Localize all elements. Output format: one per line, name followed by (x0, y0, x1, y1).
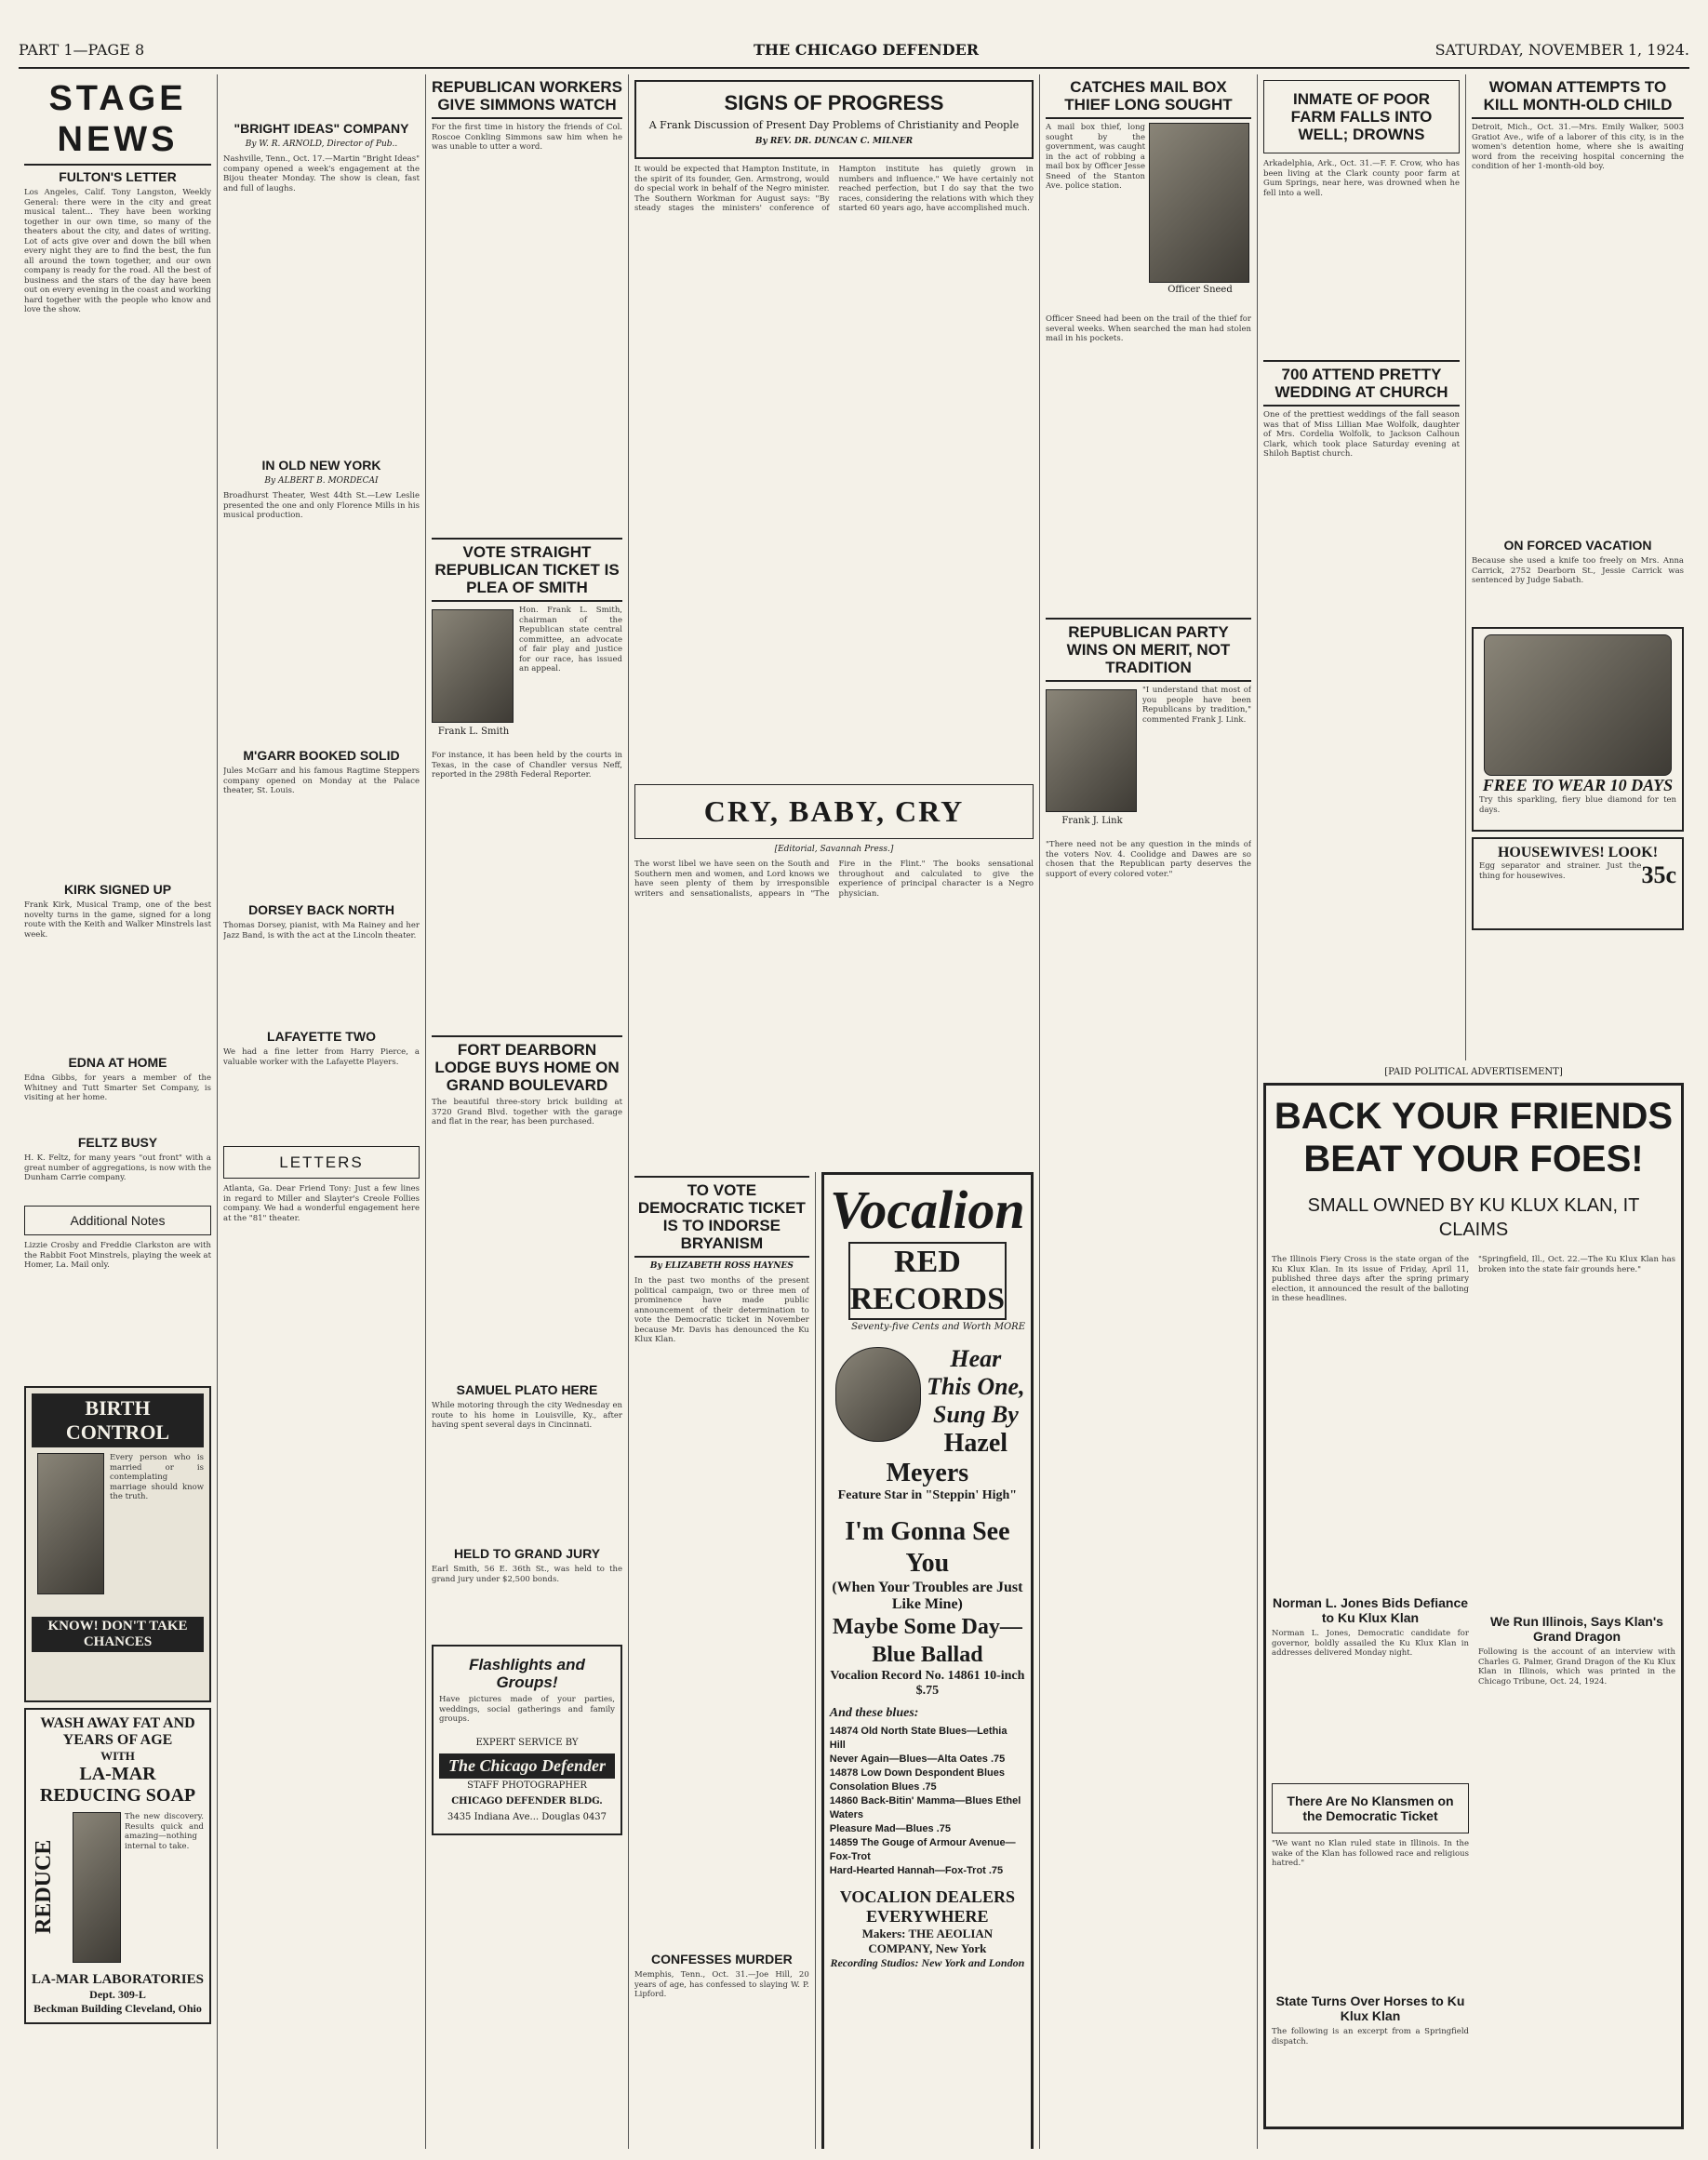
photo-hazel-meyers (835, 1347, 921, 1442)
ad-brand: LA-MAR REDUCING SOAP (39, 1764, 196, 1806)
photo-frank-link (1046, 689, 1137, 812)
article-body: Broadhurst Theater, West 44th St.—Lew Leslie presented the one and only Florence Mills in his musical production. (223, 491, 420, 520)
article-body: Frank Kirk, Musical Tramp, one of the best novelty turns in the game, signed for a long route with the Keith and Walker Minstrels last week. (24, 900, 211, 940)
headline-feltz: FELTZ BUSY (77, 1135, 158, 1150)
klansmen-box (1272, 1783, 1469, 1833)
caption: Frank L. Smith (437, 727, 510, 737)
ad-subhead: We Run Illinois, Says Klan's Grand Dragon (1490, 1614, 1663, 1644)
article-body: "There need not be any question in the minds of the voters Nov. 4. Coolidge and Dawes are so chosen that the Republican party deserves the support of every colored voter." (1046, 840, 1251, 879)
list-item: 14859 The Gouge of Armour Avenue—Fox-Trot (829, 1837, 1016, 1862)
ring-ad (1472, 627, 1684, 832)
column-3 (426, 74, 629, 2149)
ad-body: Following is the account of an interview with Charles G. Palmer, Grand Dragon of the Ku Klux Klan in Illinois, which was printed in the Chicago Tribune, Oct. 24, 1924. (1478, 1647, 1675, 1687)
ad-with: WITH (100, 1749, 135, 1763)
headline-vote-democratic: TO VOTE DEMOCRATIC TICKET IS TO INDORSE BRYANISM (634, 1176, 809, 1258)
ad-headline: Flashlights and Groups! (469, 1656, 585, 1691)
signs-of-progress-header (634, 80, 1034, 159)
column-stage-news (19, 74, 218, 2149)
article-body: It would be expected that Hampton Institute, in the spirit of its founder, Gen. Armstrong, would do special work in behalf of the Negro minister. The Southern Workman for August says: "By steady stages the ministers' conference of Hampton institute has quietly grown in numbers and influence." We have certainly not reached perfection, but I do say that the two races, considering the relations with which they started 60 years ago, have accomplished much. (634, 165, 1034, 213)
ad-company: LA-MAR LABORATORIES (32, 1972, 204, 1987)
subheadline: A Frank Discussion of Present Day Problems of Christianity and People (648, 119, 1020, 131)
red-records: RED RECORDS (848, 1242, 1007, 1320)
ad-address: 3435 Indiana Ave... Douglas 0437 (447, 1812, 607, 1822)
headline-old-new-york: IN OLD NEW YORK (261, 458, 381, 473)
headline-lafayette: LAFAYETTE TWO (267, 1029, 376, 1044)
ad-banner: KNOW! DON'T TAKE CHANCES (32, 1617, 204, 1652)
ad-price: Seventy-five Cents and Worth MORE (851, 1322, 1025, 1332)
subheadline: [Editorial, Savannah Press.] (774, 845, 894, 854)
page-header (19, 37, 1689, 65)
ad-staff: STAFF PHOTOGRAPHER (467, 1780, 587, 1791)
headline-mgarr: M'GARR BOOKED SOLID (243, 748, 400, 763)
ad-body: "We want no Klan ruled state in Illinois. In the wake of the Klan has followed race and religious hatred." (1272, 1839, 1469, 1868)
ad-text: Try this sparkling, fiery blue diamond for ten days. (1479, 795, 1676, 815)
letters-body: Atlanta, Ga. Dear Friend Tony: Just a few lines in regard to Miller and Slayter's Creole Follies company. We had a wonderful engagement here at the "81" theater. (223, 1184, 420, 1223)
cry-baby-cry-header (634, 784, 1034, 839)
column-2 (218, 74, 426, 2149)
ad-body: The Illinois Fiery Cross is the state organ of the Ku Klux Klan. In its issue of Friday, April 11, published three days after the spring primary election, it announced the result of the balloting in these headlines. (1272, 1255, 1469, 1303)
page-number: PART 1—PAGE 8 (19, 41, 145, 59)
ad-free: FREE TO WEAR 10 DAYS (1482, 776, 1674, 794)
ad-body: The following is an excerpt from a Springfield dispatch. (1272, 2027, 1469, 2047)
headline-kirk: KIRK SIGNED UP (63, 882, 172, 897)
birth-control-ad (24, 1386, 211, 1702)
inmate-header (1263, 80, 1460, 153)
headline-signs: SIGNS OF PROGRESS (724, 91, 944, 114)
list-item: 14874 Old North State Blues—Lethia Hill (829, 1726, 1007, 1751)
photo-frank-smith (432, 609, 514, 723)
ad-makers: Makers: THE AEOLIAN COMPANY, New York (861, 1927, 994, 1955)
byline: By W. R. ARNOLD, Director of Pub.. (245, 140, 398, 149)
article-body: Jules McGarr and his famous Ragtime Steppers company opened on Monday at the Palace theater, St. Louis. (223, 767, 420, 795)
article-body: Memphis, Tenn., Oct. 31.—Joe Hill, 20 years of age, has confessed to slaying W. P. Lipford. (634, 1970, 809, 1999)
byline: By ALBERT B. MORDECAI (264, 476, 379, 486)
paid-notice: [PAID POLITICAL ADVERTISEMENT] (1384, 1067, 1563, 1077)
headline-fort-dearborn: FORT DEARBORN LODGE BUYS HOME ON GRAND BOULEVARD (432, 1035, 622, 1094)
list-item: Pleasure Mad—Blues .75 (829, 1823, 951, 1834)
article-body: For the first time in history the friends of Col. Roscoe Conkling Simmons saw him when he was unable to utter a word. (432, 123, 622, 152)
article-body: "I understand that most of you people have been Republicans by tradition," commented Frank J. Link. (1142, 686, 1251, 725)
headline-republican-workers: REPUBLICAN WORKERS GIVE SIMMONS WATCH (432, 78, 622, 119)
list-item: 14878 Low Down Despondent Blues (829, 1767, 1006, 1779)
ad-illustration (73, 1812, 121, 1963)
article-body: Detroit, Mich., Oct. 31.—Mrs. Emily Walker, 5003 Gratiot Ave., wife of a laborer of this city, is in the women's detention home, where she is awaiting word from the receiving hospital concerning the condition of her 1-month-old boy. (1472, 123, 1684, 171)
article-body: The beautiful three-story brick building at 3720 Grand Blvd. together with the garage and flat in the rear, has been purchased. (432, 1098, 622, 1127)
ad-illustration (37, 1453, 104, 1594)
headline-vacation: ON FORCED VACATION (1503, 538, 1652, 553)
section-title: STAGE NEWS (24, 78, 211, 166)
political-ad-box (1263, 1083, 1684, 2129)
ad-text: Have pictures made of your parties, weddings, social gatherings and family groups. (439, 1695, 615, 1724)
ad-reduce: REDUCE (32, 1839, 56, 1934)
ad-dealers: VOCALION DEALERS EVERYWHERE (839, 1887, 1015, 1926)
political-ad (1258, 1065, 1689, 2149)
article-body: Edna Gibbs, for years a member of the Whitney and Tutt Smarter Set Company, is visiting at her home. (24, 1073, 211, 1102)
article-body: Earl Smith, 56 E. 36th St., was held to the grand jury under $2,500 bonds. (432, 1565, 622, 1584)
headline-woman: WOMAN ATTEMPTS TO KILL MONTH-OLD CHILD (1472, 78, 1684, 119)
ad-building: CHICAGO DEFENDER BLDG. (451, 1796, 603, 1807)
ad-price: 35c (1641, 861, 1676, 888)
ad-text: Every person who is married or is contemplating marriage should know the truth. (110, 1453, 204, 1501)
photographer-ad (432, 1645, 622, 1835)
ad-headline: WASH AWAY FAT AND YEARS OF AGE (40, 1715, 195, 1748)
list-item: Never Again—Blues—Alta Oates .75 (829, 1753, 1006, 1765)
article-body: Because she used a knife too freely on Mrs. Anna Carrick, 2752 Dearborn St., Jessie Carrick was sentenced by Judge Sabath. (1472, 556, 1684, 585)
ad-these: And these blues: (829, 1706, 919, 1720)
ad-expert: EXPERT SERVICE BY (475, 1738, 579, 1748)
list-item: Hard-Hearted Hannah—Fox-Trot .75 (829, 1865, 1004, 1876)
article-body: Officer Sneed had been on the trail of the thief for several weeks. When searched the man had stolen mail in his pockets. (1046, 314, 1251, 343)
vocalion-logo: Vocalion (830, 1180, 1025, 1240)
article-body: Nashville, Tenn., Oct. 17.—Martin "Bright Ideas" company opened a week's engagement at the Bijou theater Monday. The show is clean, fast and full of laughs. (223, 154, 420, 193)
ad-maybe: Maybe Some Day—Blue Ballad (832, 1615, 1022, 1667)
caption: Officer Sneed (1168, 285, 1233, 295)
column-center (629, 74, 1040, 2149)
ad-subhead: State Turns Over Horses to Ku Klux Klan (1275, 1993, 1465, 2023)
housewives-ad (1472, 837, 1684, 930)
article-body: H. K. Feltz, for many years "out front" with a great number of aggregations, is now with the Dunham Carrie company. (24, 1153, 211, 1182)
headline-cry: CRY, BABY, CRY (703, 794, 965, 828)
byline: By REV. DR. DUNCAN C. MILNER (754, 137, 914, 146)
caption: Frank J. Link (1061, 816, 1123, 826)
lamar-soap-ad (24, 1708, 211, 2024)
headline-wedding: 700 ATTEND PRETTY WEDDING AT CHURCH (1263, 360, 1460, 407)
ad-subhead: Norman L. Jones Bids Defiance to Ku Klux Klan (1272, 1595, 1469, 1625)
article-body: For instance, it has been held by the courts in Texas, in the case of Chandler versus Neff, reported in the 298th Federal Reporter. (432, 751, 622, 780)
defender-logo: The Chicago Defender (439, 1753, 615, 1779)
headline-plato: SAMUEL PLATO HERE (456, 1382, 598, 1397)
letters-box (223, 1146, 420, 1179)
vocalion-ad (821, 1172, 1034, 2149)
list-item: Consolation Blues .75 (829, 1781, 937, 1793)
article-body: Thomas Dorsey, pianist, with Ma Rainey and her Jazz Band, is with the act at the Lincoln theater. (223, 921, 420, 940)
headline-dorsey: DORSEY BACK NORTH (248, 902, 394, 917)
headline-confesses: CONFESSES MURDER (651, 1952, 793, 1967)
ad-headline: BIRTH CONTROL (32, 1393, 204, 1447)
header-rule (19, 67, 1689, 69)
ad-headline: HOUSEWIVES! LOOK! (1497, 845, 1659, 860)
ad-studios: Recording Studios: New York and London (830, 1956, 1025, 1969)
ad-body: "Springfield, Ill., Oct. 22.—The Ku Klux Klan has broken into the state fair grounds here." (1478, 1255, 1675, 1274)
article-body: A mail box thief, long sought by the government, was caught in the act of robbing a mail box by Officer Jesse Sneed of the Stanton Ave. police station. (1046, 123, 1145, 191)
column-6 (1040, 74, 1258, 2149)
headline-inmate: INMATE OF POOR FARM FALLS INTO WELL; DROWNS (1290, 90, 1433, 143)
headline-grand-jury: HELD TO GRAND JURY (453, 1546, 601, 1561)
ad-subtitle: SMALL OWNED BY KU KLUX KLAN, IT CLAIMS (1307, 1195, 1640, 1240)
ad-hear: Hear This One, Sung By (927, 1345, 1025, 1428)
headline-edna: EDNA AT HOME (68, 1055, 167, 1070)
article-body: We had a fine letter from Harry Pierce, a valuable worker with the Lafayette Players. (223, 1047, 420, 1067)
headline-mailbox: CATCHES MAIL BOX THIEF LONG SOUGHT (1046, 78, 1251, 119)
ring-illustration (1484, 634, 1672, 776)
article-body: One of the prettiest weddings of the fall season was that of Miss Lillian Mae Wolfolk, daughter of Mrs. Cordelia Wolfolk, to Jackson Calhoun Clark, which took place Saturday evening at Shiloh Baptist church. (1263, 410, 1460, 459)
headline-republican-wins: REPUBLICAN PARTY WINS ON MERIT, NOT TRADITION (1046, 618, 1251, 682)
issue-date: SATURDAY, NOVEMBER 1, 1924. (1434, 41, 1689, 59)
additional-notes (24, 1206, 211, 1235)
ad-song-sub: (When Your Troubles are Just Like Mine) (832, 1580, 1023, 1612)
ad-hazel: Hazel Meyers (886, 1429, 1008, 1487)
column-8 (1466, 74, 1689, 1060)
ad-address: Beckman Building Cleveland, Ohio (33, 2002, 202, 2015)
headline-letters: LETTERS (279, 1153, 364, 1171)
article-body: Los Angeles, Calif. Tony Langston, Weekly General: there were in the city and great musical talent... They have been working together in our own time, so many of the theaters about the city, and dates of writing. Lot of acts give over and down the bill when every night they are to find the best, the fun all around the town together, and our own company is ready for the road. All the best of business and the stars of the day have been out on every evening in the coast and working hard together with the people who know and love the show. (24, 188, 211, 314)
ad-text: Egg separator and strainer. Just the thing for housewives. (1479, 861, 1642, 881)
ad-title: BACK YOUR FRIENDS BEAT YOUR FOES! (1274, 1096, 1674, 1180)
headline-vote-straight: VOTE STRAIGHT REPUBLICAN TICKET IS PLEA OF SMITH (432, 538, 622, 602)
article-body: While motoring through the city Wednesday en route to his home in Louisville, Ky., after having spent several days in Cincinnati. (432, 1401, 622, 1430)
photo-officer-sneed (1149, 123, 1249, 283)
article-body: In the past two months of the present political campaign, two or three men of prominence have made public announcement of their determination to vote the Democratic ticket in November because Mr. Davis has denounced the Ku Klux Klan. (634, 1276, 809, 1344)
headline-fulton: FULTON'S LETTER (59, 169, 177, 184)
list-item: 14860 Back-Bitin' Mamma—Blues Ethel Waters (829, 1795, 1021, 1820)
masthead: THE CHICAGO DEFENDER (754, 41, 980, 59)
column-7 (1258, 74, 1466, 1060)
ad-feature: Feature Star in "Steppin' High" (837, 1488, 1018, 1502)
article-body: Lizzie Crosby and Freddie Clarkston are with the Rabbit Foot Minstrels, playing the week at Homer, La. Mail only. (24, 1241, 211, 1270)
headline-notes: Additional Notes (70, 1213, 166, 1228)
ad-dept: Dept. 309-L (89, 1988, 146, 2001)
ad-record: Vocalion Record No. 14861 10-inch $.75 (830, 1669, 1025, 1698)
article-body: The worst libel we have seen on the South and Southern men and women, and Lord knows we have seen plenty of them by irresponsible writers and sensationalists, appears in "The Fire in the Flint." The books sensational throughout and calculated to give the experience of principal character is a Negro physician. (634, 860, 1034, 899)
article-body: Hon. Frank L. Smith, chairman of the Republican state central committee, an advocate of fair play and justice for our race, has issued an appeal. (519, 606, 622, 673)
byline: By ELIZABETH ROSS HAYNES (649, 1261, 794, 1271)
ad-song: I'm Gonna See You (845, 1517, 1010, 1578)
ad-record-list (830, 1725, 1025, 1878)
ad-body: Norman L. Jones, Democratic candidate for governor, boldly assailed the Ku Klux Klan in addresses delivered Monday night. (1272, 1629, 1469, 1658)
ad-text: The new discovery. Results quick and amazing—nothing internal to take. (125, 1812, 204, 1851)
ad-subhead: There Are No Klansmen on the Democratic Ticket (1287, 1793, 1454, 1823)
headline-bright-ideas: "BRIGHT IDEAS" COMPANY (234, 121, 409, 136)
article-body: Arkadelphia, Ark., Oct. 31.—F. F. Crow, who has been living at the Clark county poor farm at Gum Springs, near here, was drowned when he fell into a well. (1263, 159, 1460, 198)
